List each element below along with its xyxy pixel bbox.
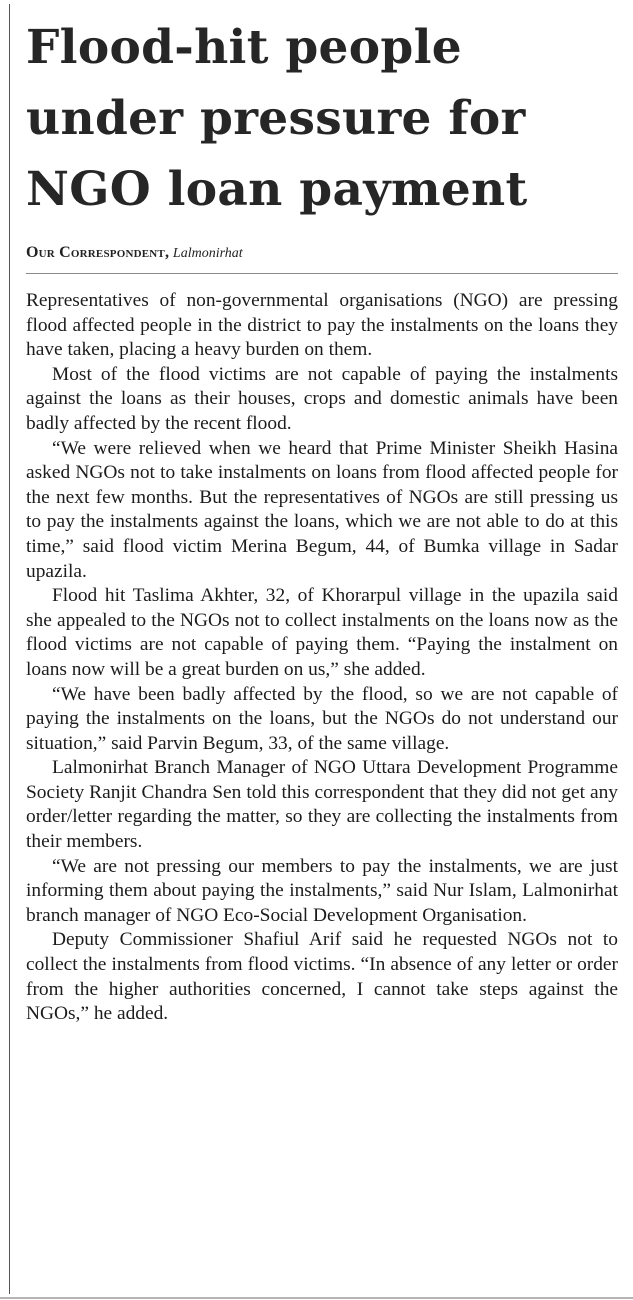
paragraph: Deputy Commissioner Shafiul Arif said he requested NGOs not to collect the instalments from flood victims. “In absence of any letter or order from the higher authorities concerned, I cannot take steps against the NGOs,” he added. bbox=[26, 929, 618, 1025]
news-article bbox=[26, 0, 618, 1027]
headline: Flood-hit people under pressure for NGO loan payment bbox=[26, 20, 528, 217]
paragraph: Lalmonirhat Branch Manager of NGO Uttara Development Programme Society Ranjit Chandra Sen told this correspondent that they did not get any order/letter regarding the matter, so they are collecting the instalments from their members. bbox=[26, 757, 618, 853]
byline-author: Our Correspondent, bbox=[26, 244, 170, 261]
byline-divider bbox=[26, 273, 618, 274]
bottom-divider bbox=[0, 1297, 633, 1299]
paragraph: “We are not pressing our members to pay the instalments, we are just informing them about paying the instalments,” said Nur Islam, Lalmonirhat branch manager of NGO Eco-Social Development Organisation. bbox=[26, 855, 618, 926]
paragraph: “We were relieved when we heard that Prime Minister Sheikh Hasina asked NGOs not to take instalments on loans from flood affected people for the next few months. But the representatives of NGOs are still pressing us to pay the instalments against the loans, which we are not able to do at this time,” said flood victim Merina Begum, 44, of Bumka village in Sadar upazila. bbox=[26, 437, 618, 582]
paragraph: Flood hit Taslima Akhter, 32, of Khorarpul village in the upazila said she appealed to the NGOs not to collect instalments on the loans now as the flood victims are not capable of paying them. “Paying the instalment on loans now will be a great burden on us,” she added. bbox=[26, 585, 618, 680]
paragraph: Representatives of non-governmental organisations (NGO) are pressing flood affected people in the district to pay the instalments on the loans they have taken, placing a heavy burden on them. bbox=[26, 290, 618, 361]
paragraph: “We have been badly affected by the flood, so we are not capable of paying the instalments on the loans, but the NGOs do not understand our situation,” said Parvin Begum, 33, of the same village. bbox=[26, 683, 618, 754]
byline bbox=[26, 243, 618, 264]
article-body bbox=[26, 289, 618, 1027]
byline-location: Lalmonirhat bbox=[172, 246, 243, 261]
column-left-rule bbox=[9, 4, 10, 1294]
paragraph: Most of the flood victims are not capable of paying the instalments against the loans as their houses, crops and domestic animals have been badly affected by the recent flood. bbox=[26, 363, 618, 434]
